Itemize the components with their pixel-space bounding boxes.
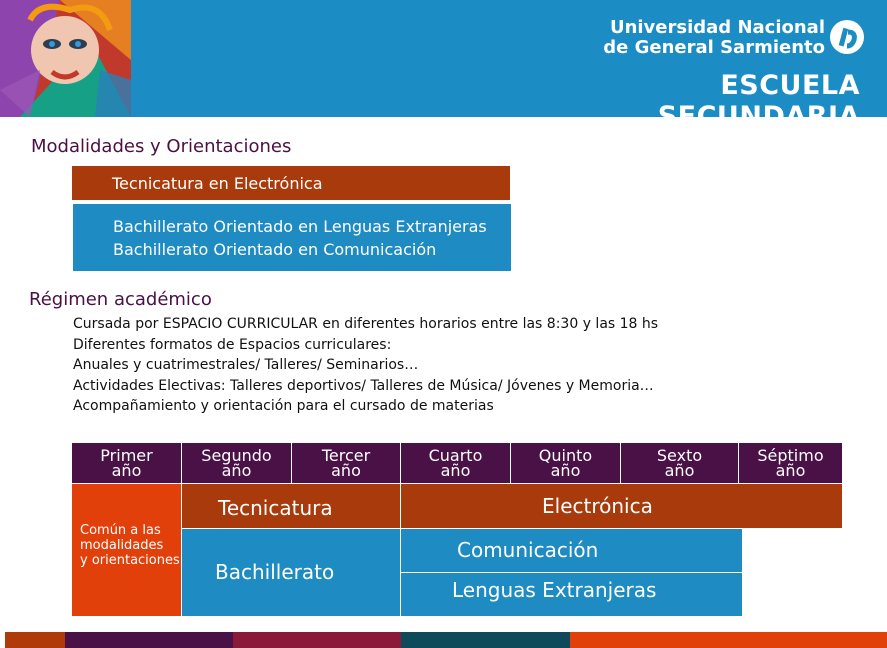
regimen-item: Acompañamiento y orientación para el cursado de materias [73, 398, 494, 414]
university-logo-icon [830, 20, 864, 54]
school-title: ESCUELA SECUNDARIA [657, 70, 860, 132]
university-name-line1: Universidad Nacional [609, 17, 825, 38]
year-name: Tercer [321, 446, 371, 465]
comun-label: Común a las modalidades y orientaciones [80, 523, 180, 568]
year-header-tercer [292, 443, 401, 483]
modalidades-title: Modalidades y Orientaciones [31, 136, 292, 157]
regimen-list [73, 314, 658, 417]
year-suffix: año [331, 461, 361, 480]
year-suffix: año [664, 461, 695, 480]
comun-cell [72, 484, 181, 616]
header-artwork-image [0, 0, 131, 117]
year-suffix: año [111, 461, 142, 480]
university-name [580, 18, 825, 58]
footer-stripe [65, 632, 233, 648]
year-name: Sexto [656, 446, 703, 465]
electronica-cell [401, 484, 842, 528]
year-header-cuarto [401, 443, 511, 483]
year-name: Cuarto [428, 446, 483, 465]
comunicacion-cell [401, 529, 742, 572]
comunicacion-cell-label: Comunicación [457, 538, 599, 562]
year-header-sexto [621, 443, 739, 483]
footer-stripe [5, 632, 65, 648]
year-header-septimo [739, 443, 842, 483]
lenguas-cell-label: Lenguas Extranjeras [452, 578, 657, 602]
regimen-item: Anuales y cuatrimestrales/ Talleres/ Seminarios… [73, 357, 419, 373]
regimen-title: Régimen académico [29, 289, 212, 310]
bachillerato-cell-label: Bachillerato [215, 560, 335, 584]
university-name-line2: de General Sarmiento [603, 37, 825, 58]
bachillerato-comunicacion-label: Bachillerato Orientado en Comunicación [113, 240, 437, 259]
year-suffix: año [440, 461, 471, 480]
year-suffix: año [221, 461, 252, 480]
footer-stripe [401, 632, 570, 648]
year-name: Quinto [538, 446, 593, 465]
year-suffix: año [550, 461, 581, 480]
tecnicatura-cell [182, 484, 400, 528]
tecnicatura-label: Tecnicatura en Electrónica [112, 174, 323, 193]
tecnicatura-box [72, 166, 510, 200]
bachillerato-lenguas-label: Bachillerato Orientado en Lenguas Extranjeras [113, 217, 487, 236]
regimen-item: Cursada por ESPACIO CURRICULAR en diferentes horarios entre las 8:30 y las 18 hs [73, 316, 659, 332]
regimen-item: Actividades Electivas: Talleres deportivos/ Talleres de Música/ Jóvenes y Memoria… [73, 377, 654, 394]
year-name: Séptimo [757, 446, 824, 465]
lenguas-cell [401, 573, 742, 616]
footer-stripe [233, 632, 401, 648]
regimen-item: Diferentes formatos de Espacios curriculares: [73, 336, 392, 353]
year-suffix: año [775, 461, 806, 480]
year-header-quinto [511, 443, 621, 483]
footer-stripe [570, 632, 887, 648]
year-header-segundo [182, 443, 292, 483]
electronica-cell-label: Electrónica [542, 494, 653, 518]
year-name: Primer [100, 446, 153, 465]
tecnicatura-cell-label: Tecnicatura [218, 496, 333, 520]
bachillerato-cell [182, 529, 400, 616]
bachillerato-box [73, 204, 511, 271]
year-name: Segundo [201, 446, 272, 465]
year-header-primer [72, 443, 182, 483]
